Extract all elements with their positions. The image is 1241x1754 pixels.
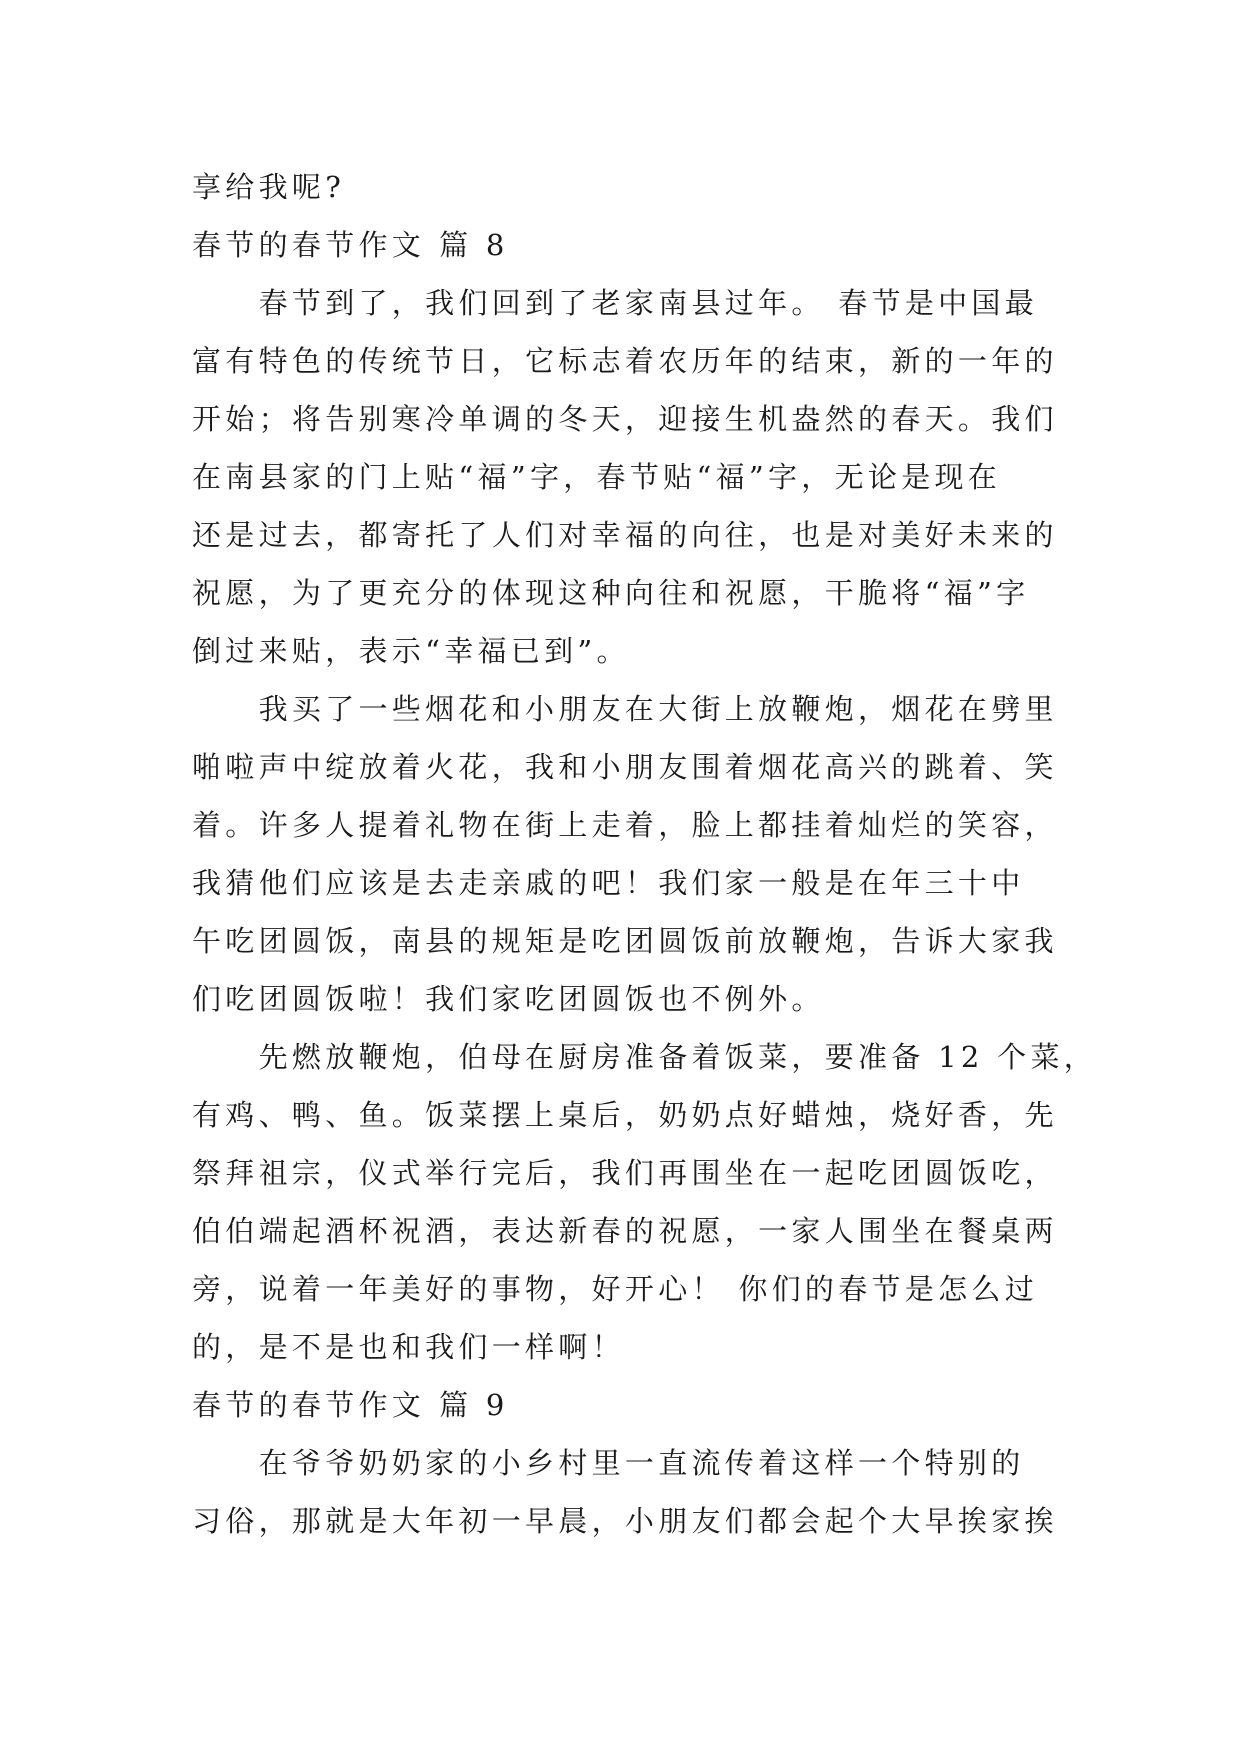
paragraph <box>192 1434 1058 1550</box>
paragraph <box>192 1028 1098 1376</box>
text-line: 们吃团圆饭啦！我们家吃团圆饭也不例外。 <box>192 982 825 1016</box>
text-line: 开始；将告别寒冷单调的冬天，迎接生机盎然的春天。我们 <box>192 402 1058 436</box>
text-line: 伯伯端起酒杯祝酒，表达新春的祝愿，一家人围坐在餐桌两 <box>192 1214 1058 1248</box>
heading-title: 春节的春节作文 <box>192 228 426 262</box>
text-line: 祝愿，为了更充分的体现这种向往和祝愿，干脆将“福”字 <box>192 576 1030 610</box>
text-line: 的，是不是也和我们一样啊！ <box>192 1330 625 1364</box>
opening-line: 享给我呢? <box>192 170 346 204</box>
text-line: 着。许多人提着礼物在街上走着，脸上都挂着灿烂的笑容， <box>192 808 1058 842</box>
text-line: 啪啦声中绽放着火花，我和小朋友围着烟花高兴的跳着、笑 <box>192 750 1058 784</box>
section-8 <box>192 216 1098 1376</box>
text-line: 在爷爷奶奶家的小乡村里一直流传着这样一个特别的 <box>192 1446 1025 1480</box>
text-line: 先燃放鞭炮，伯母在厨房准备着饭菜，要准备 12 个菜， <box>192 1040 1098 1074</box>
text-line: 旁，说着一年美好的事物，好开心！ 你们的春节是怎么过 <box>192 1272 1039 1306</box>
section-heading <box>192 216 1054 274</box>
paragraph <box>192 680 1058 1028</box>
section-9 <box>192 1376 1058 1550</box>
text-line: 还是过去，都寄托了人们对幸福的向往，也是对美好未来的 <box>192 518 1058 552</box>
text-line: 有鸡、鸭、鱼。饭菜摆上桌后，奶奶点好蜡烛，烧好香，先 <box>192 1098 1058 1132</box>
text-line: 祭拜祖宗，仪式举行完后，我们再围坐在一起吃团圆饭吃， <box>192 1156 1058 1190</box>
heading-title: 春节的春节作文 <box>192 1388 426 1422</box>
text-line: 倒过来贴，表示“幸福已到”。 <box>192 634 630 668</box>
section-heading <box>192 1376 1054 1434</box>
text-line: 富有特色的传统节日，它标志着农历年的结束，新的一年的 <box>192 344 1058 378</box>
paragraph <box>192 274 1058 680</box>
text-line: 午吃团圆饭，南县的规矩是吃团圆饭前放鞭炮，告诉大家我 <box>192 924 1058 958</box>
text-line: 在南县家的门上贴“福”字，春节贴“福”字，无论是现在 <box>192 460 1002 494</box>
document-body <box>192 158 1098 1550</box>
text-line: 春节到了，我们回到了老家南县过年。 春节是中国最 <box>192 286 1039 320</box>
text-line: 我猜他们应该是去走亲戚的吧！我们家一般是在年三十中 <box>192 866 1025 900</box>
text-line: 习俗，那就是大年初一早晨，小朋友们都会起个大早挨家挨 <box>192 1504 1058 1538</box>
text-line: 我买了一些烟花和小朋友在大街上放鞭炮，烟花在劈里 <box>192 692 1058 726</box>
heading-number: 篇 9 <box>439 1388 509 1422</box>
heading-number: 篇 8 <box>439 228 509 262</box>
